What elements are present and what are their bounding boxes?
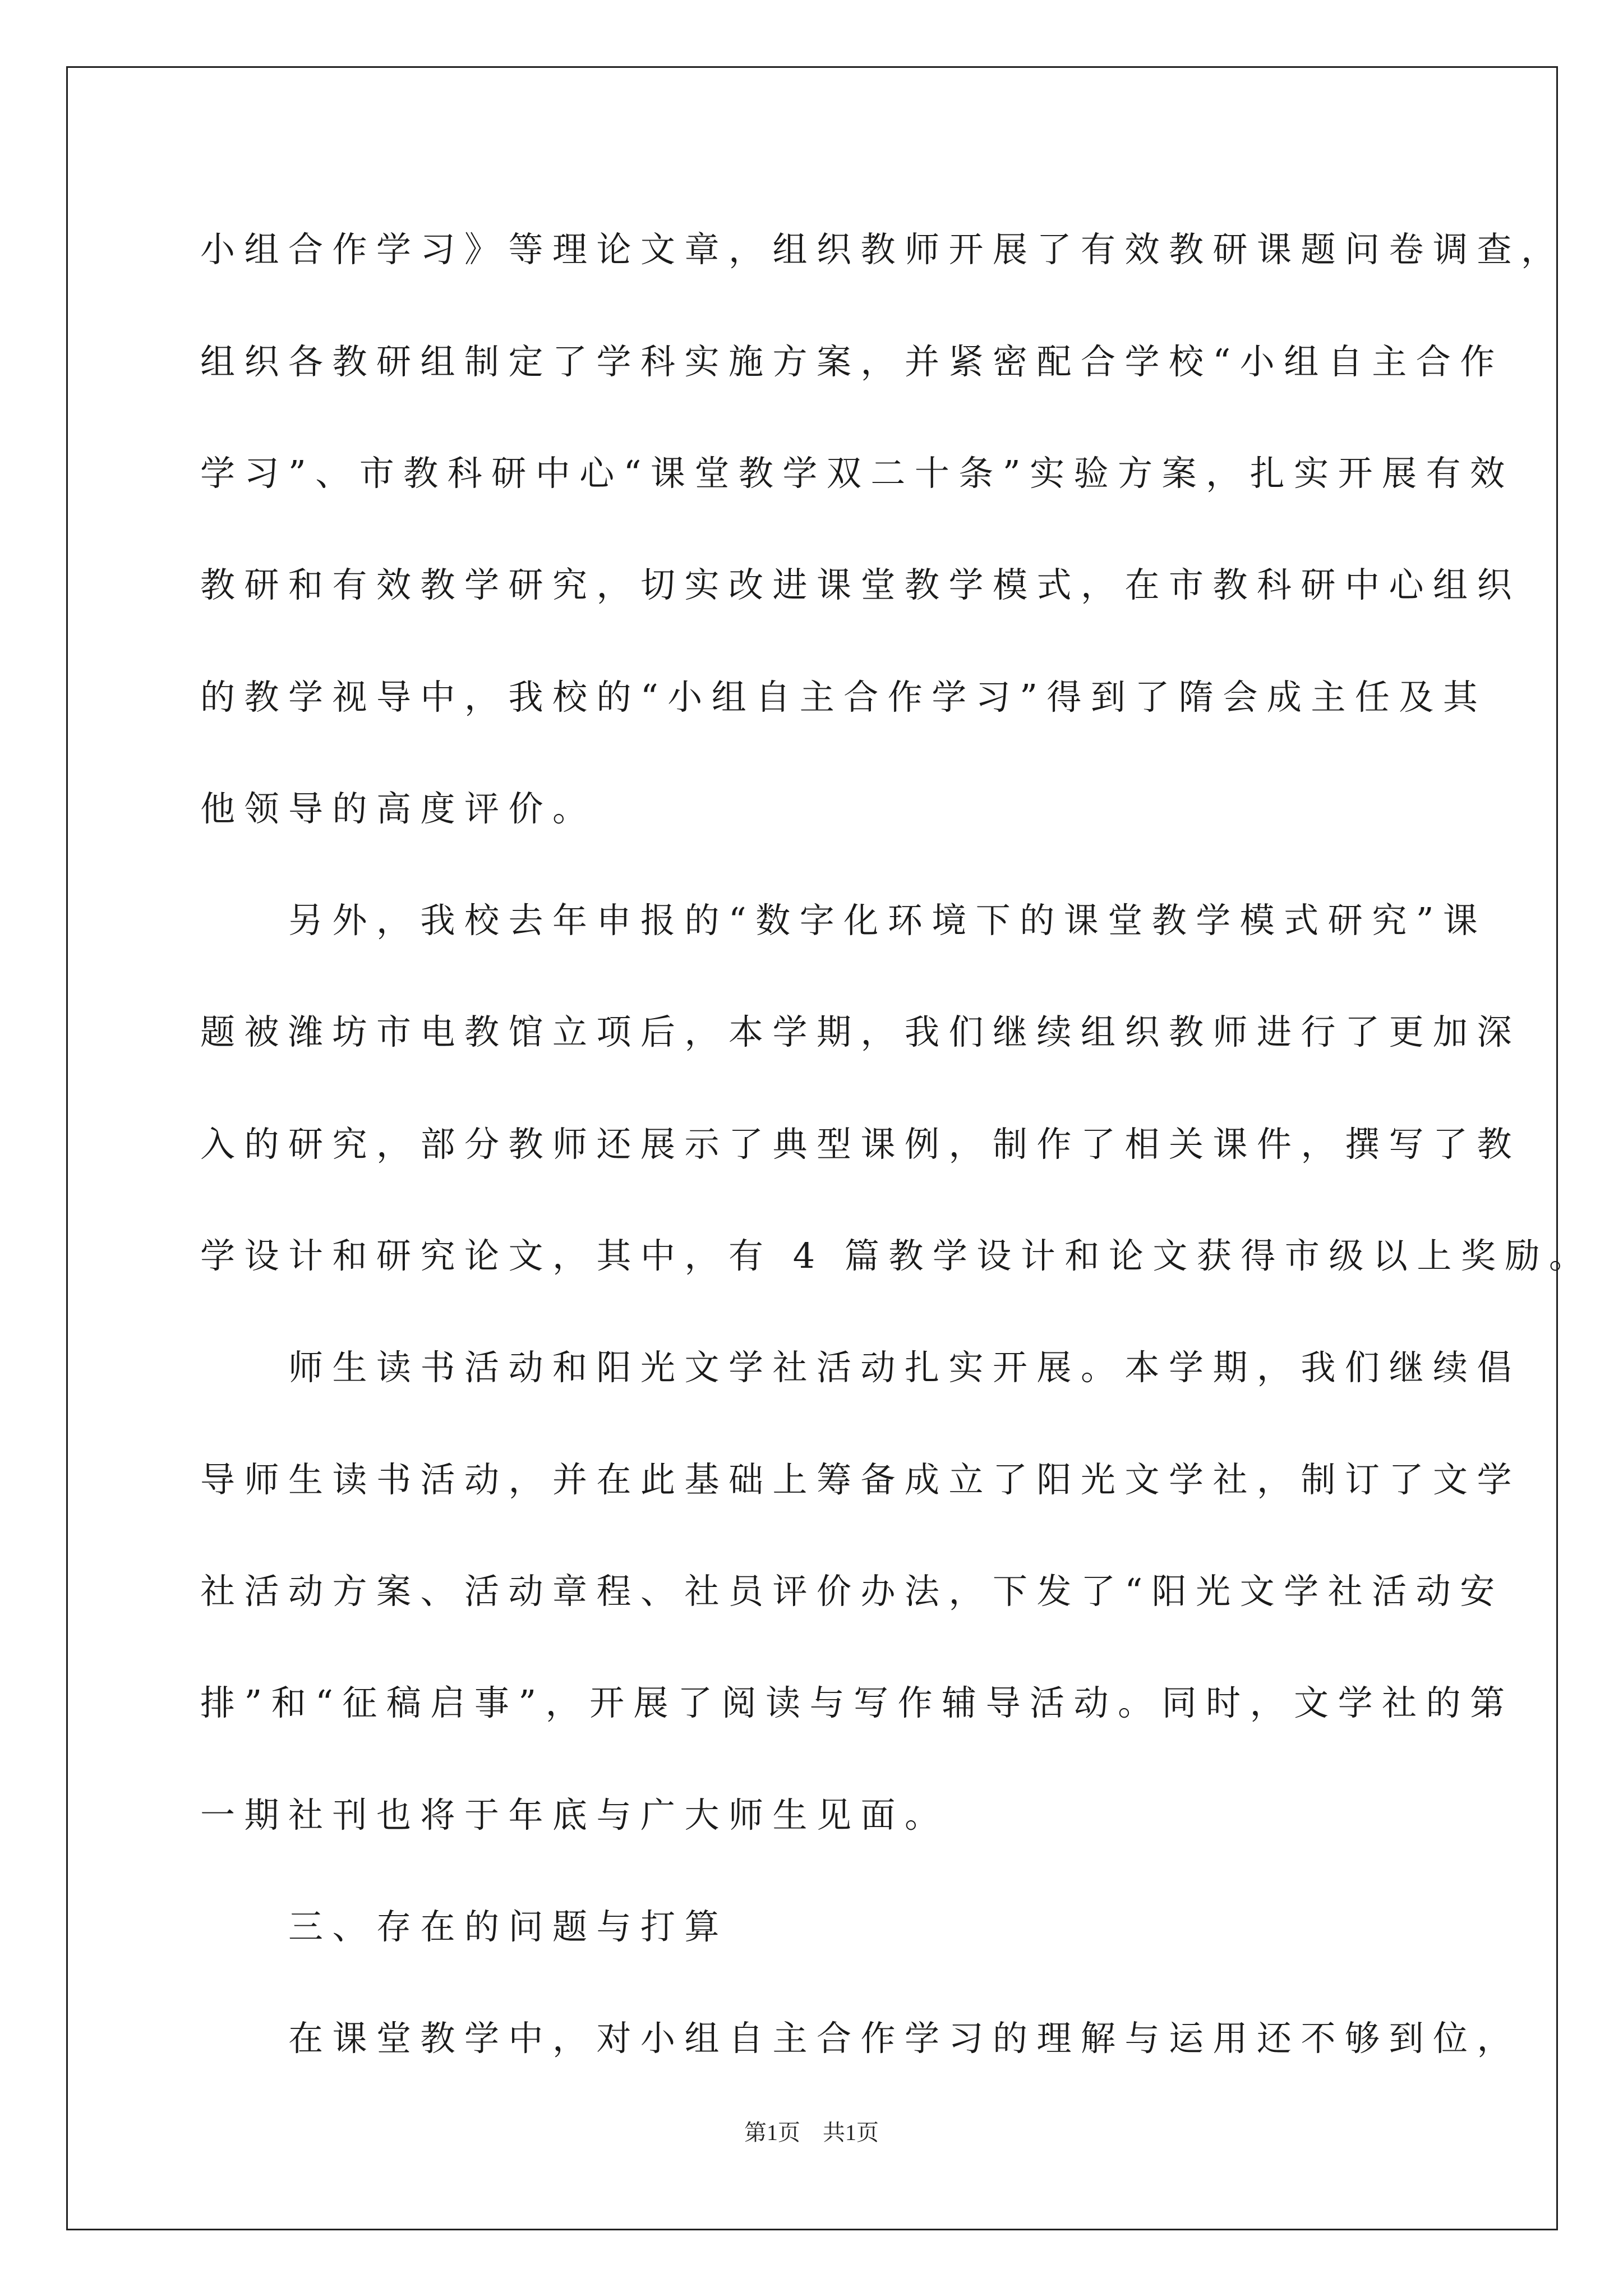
paragraph-line: 学习”、市教科研中心“课堂教学双二十条”实验方案，扎实开展有效 <box>200 453 1514 494</box>
paragraph-line: 一期社刊也将于年底与广大师生见面。 <box>200 1795 949 1835</box>
paragraph-line: 社活动方案、活动章程、社员评价办法，下发了“阳光文学社活动安 <box>200 1571 1504 1612</box>
paragraph-line: 题被潍坊市电教馆立项后，本学期，我们继续组织教师进行了更加深 <box>200 1011 1521 1052</box>
paragraph-line: 组织各教研组制定了学科实施方案，并紧密配合学校“小组自主合作 <box>200 341 1504 382</box>
paragraph-line: 入的研究，部分教师还展示了典型课例，制作了相关课件，撰写了教 <box>200 1124 1521 1165</box>
page-footer: 第1页 共1页 <box>744 2120 879 2145</box>
paragraph-line: 另外，我校去年申报的“数字化环境下的课堂教学模式研究”课 <box>200 900 1487 941</box>
paragraph-line: 他领导的高度评价。 <box>200 788 597 829</box>
section-heading: 三、存在的问题与打算 <box>200 1906 729 1947</box>
paragraph-line: 教研和有效教学研究，切实改进课堂教学模式，在市教科研中心组织 <box>200 564 1521 605</box>
paragraph-line: 导师生读书活动，并在此基础上筹备成立了阳光文学社，制订了文学 <box>200 1459 1521 1500</box>
paragraph-line: 小组合作学习》等理论文章，组织教师开展了有效教研课题问卷调查， <box>200 229 1565 270</box>
paragraph-line: 排”和“征稿启事”，开展了阅读与写作辅导活动。同时，文学社的第 <box>200 1682 1514 1723</box>
paragraph-line: 在课堂教学中，对小组自主合作学习的理解与运用还不够到位， <box>200 2018 1521 2059</box>
paragraph-line: 师生读书活动和阳光文学社活动扎实开展。本学期，我们继续倡 <box>200 1347 1521 1388</box>
paragraph-line: 的教学视导中，我校的“小组自主合作学习”得到了隋会成主任及其 <box>200 677 1487 717</box>
paragraph-line: 学设计和研究论文，其中，有 4 篇教学设计和论文获得市级以上奖励。 <box>200 1235 1593 1276</box>
